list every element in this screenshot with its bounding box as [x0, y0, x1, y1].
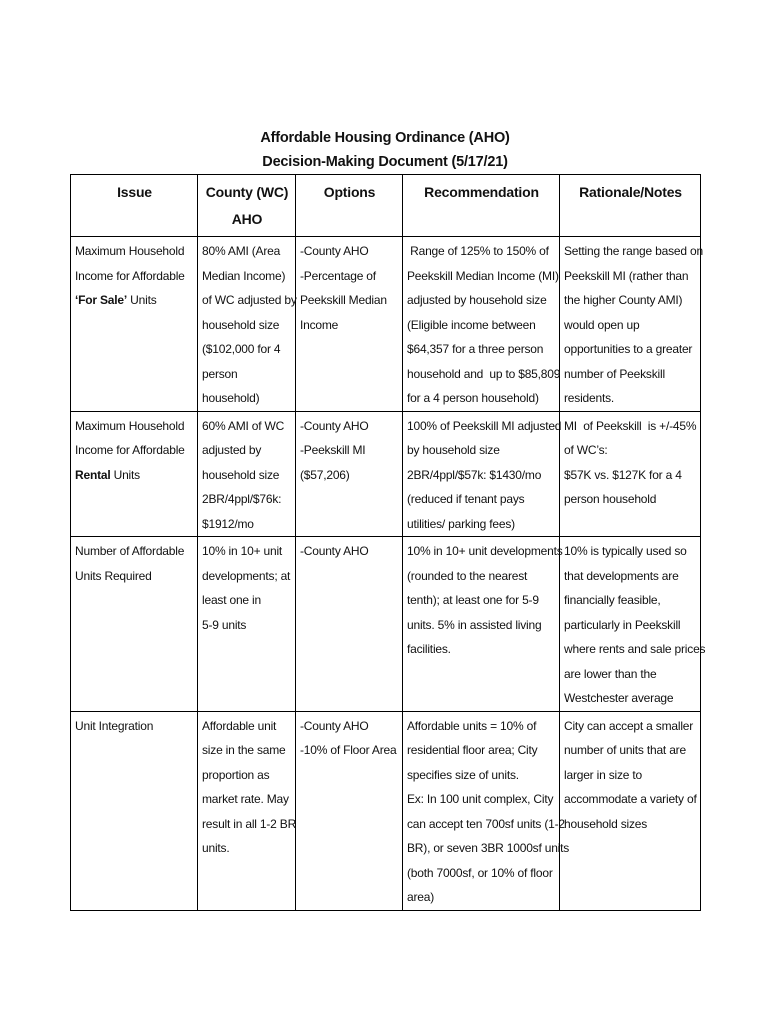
- cell-issue: Maximum Household Income for Affordable Rental Units: [71, 411, 198, 537]
- header-county-line-1: County (WC): [205, 184, 289, 200]
- table-row: [71, 711, 701, 910]
- cell-county: 10% in 10+ unit developments; at least one in 5-9 units: [198, 537, 296, 712]
- cell-issue: Number of Affordable Units Required: [71, 537, 198, 712]
- title-line-2: Decision-Making Document (5/17/21): [262, 154, 508, 170]
- decision-table: [70, 174, 706, 911]
- cell-rationale: 10% is typically used so that developments are financially feasible, particularly in Peekskill where rents and sale prices are lower than the Westchester average: [560, 537, 701, 712]
- cell-county: 80% AMI (Area Median Income) of WC adjusted by household size ($102,000 for 4 person household): [198, 237, 296, 412]
- cell-recommendation: Range of 125% to 150% of Peekskill Median Income (MI) adjusted by household size (Eligible income between $64,357 for a three person household and up to $85,809 for a 4 person household): [403, 237, 560, 412]
- header-county-line-2: AHO: [231, 211, 263, 227]
- cell-recommendation: 10% in 10+ unit developments (rounded to the nearest tenth); at least one for 5-9 units. 5% in assisted living facilities.: [403, 537, 560, 712]
- cell-issue: Maximum Household Income for Affordable ‘For Sale’ Units: [71, 237, 198, 412]
- cell-options: -County AHO -Peekskill MI ($57,206): [296, 411, 403, 537]
- cell-county: 60% AMI of WC adjusted by household size 2BR/4ppl/$76k: $1912/mo: [198, 411, 296, 537]
- table-row: [71, 237, 701, 412]
- emphasis-for-sale: ‘For Sale’: [75, 293, 128, 307]
- cell-rationale: MI of Peekskill is +/-45% of WC’s: $57K vs. $127K for a 4 person household: [560, 411, 701, 537]
- table-row: [71, 411, 701, 537]
- cell-rationale: Setting the range based on Peekskill MI (rather than the higher County AMI) would open up opportunities to a greater number of Peekskill residents.: [560, 237, 701, 412]
- header-recommendation: Recommendation: [403, 175, 560, 237]
- header-rationale: Rationale/Notes: [560, 175, 701, 237]
- cell-options: -County AHO -10% of Floor Area: [296, 711, 403, 910]
- header-issue: Issue: [71, 175, 198, 237]
- title-line-1: Affordable Housing Ordinance (AHO): [260, 130, 510, 146]
- cell-county: Affordable unit size in the same proportion as market rate. May result in all 1-2 BR units.: [198, 711, 296, 910]
- document-title: [0, 126, 770, 174]
- emphasis-rental: Rental: [75, 467, 111, 482]
- cell-recommendation: 100% of Peekskill MI adjusted by household size 2BR/4ppl/$57k: $1430/mo (reduced if tenant pays utilities/ parking fees): [403, 411, 560, 537]
- cell-issue: Unit Integration: [71, 711, 198, 910]
- header-row: [71, 175, 701, 237]
- cell-options: -County AHO -Percentage of Peekskill Median Income: [296, 237, 403, 412]
- header-county-aho: [198, 175, 296, 237]
- cell-options: -County AHO: [296, 537, 403, 712]
- cell-rationale: City can accept a smaller number of units that are larger in size to accommodate a variety of household sizes: [560, 711, 701, 910]
- table-row: [71, 537, 701, 712]
- cell-recommendation: Affordable units = 10% of residential floor area; City specifies size of units. Ex: In 100 unit complex, City can accept ten 700sf units (1-2 BR), or seven 3BR 1000sf units (both 7000sf, or 10% of floor area): [403, 711, 560, 910]
- header-options: Options: [296, 175, 403, 237]
